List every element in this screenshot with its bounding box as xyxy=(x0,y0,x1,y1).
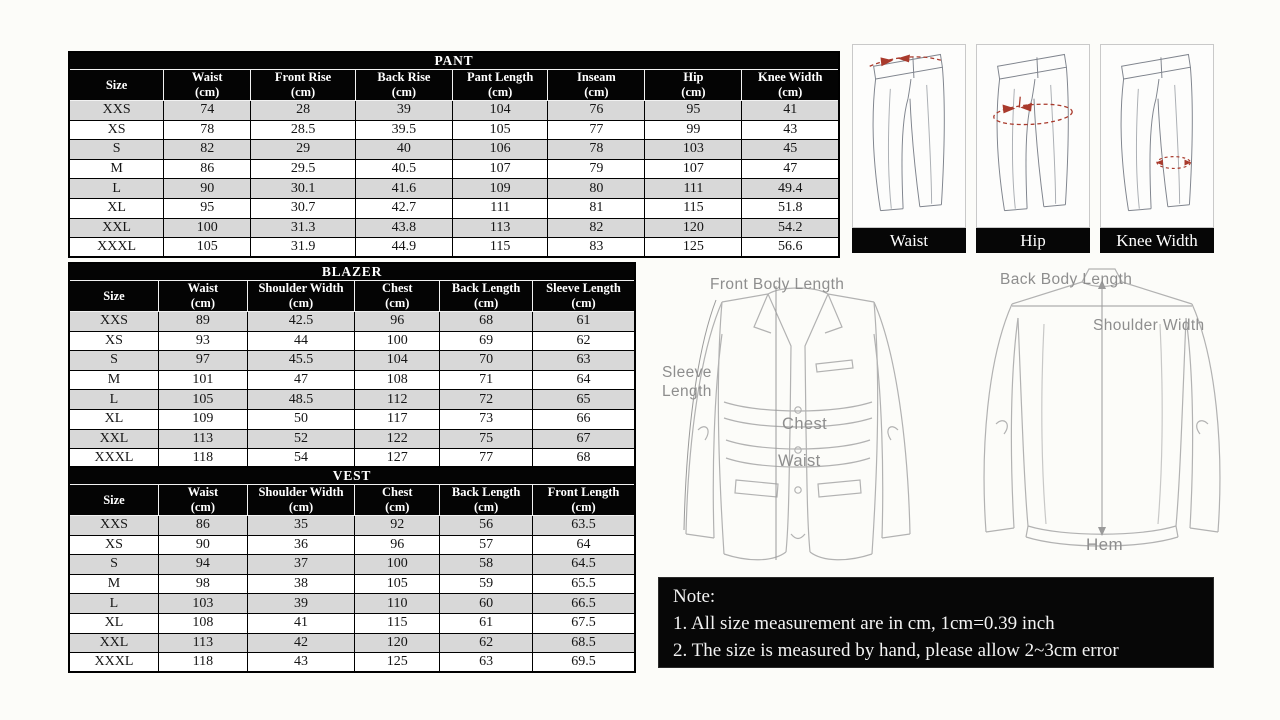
size-cell: XXXL xyxy=(69,238,164,258)
table-row xyxy=(69,370,635,390)
value-cell: 103 xyxy=(158,594,247,614)
table-row xyxy=(69,351,635,371)
pant-hip-diagram xyxy=(976,44,1090,253)
back-body-length-label: Back Body Length xyxy=(1000,271,1133,288)
value-cell: 105 xyxy=(452,120,547,140)
value-cell: 82 xyxy=(548,218,645,238)
value-cell: 81 xyxy=(548,198,645,218)
column-header: Front Rise (cm) xyxy=(251,70,356,101)
sleeve-length-label: Sleeve Length xyxy=(662,364,712,401)
value-cell: 79 xyxy=(548,159,645,179)
value-cell: 103 xyxy=(645,140,742,160)
value-cell: 28 xyxy=(251,101,356,121)
value-cell: 70 xyxy=(440,351,533,371)
size-cell: XXL xyxy=(69,429,158,449)
waist-label: Waist xyxy=(778,452,821,470)
front-body-length-label: Front Body Length xyxy=(710,276,845,293)
value-cell: 47 xyxy=(742,159,839,179)
value-cell: 38 xyxy=(247,574,355,594)
value-cell: 82 xyxy=(164,140,251,160)
value-cell: 41 xyxy=(742,101,839,121)
value-cell: 36 xyxy=(247,535,355,555)
table-row xyxy=(69,516,635,536)
value-cell: 51.8 xyxy=(742,198,839,218)
column-header: Sleeve Length (cm) xyxy=(533,281,635,312)
pant-size-table xyxy=(68,51,840,258)
vest-size-table xyxy=(68,466,636,673)
table-row xyxy=(69,613,635,633)
blazer-front-diagram xyxy=(648,272,948,572)
value-cell: 89 xyxy=(158,312,247,332)
value-cell: 105 xyxy=(158,390,247,410)
value-cell: 75 xyxy=(440,429,533,449)
value-cell: 120 xyxy=(355,633,440,653)
value-cell: 104 xyxy=(355,351,440,371)
value-cell: 39 xyxy=(355,101,452,121)
pant-waist-sketch xyxy=(852,44,966,228)
pant-diagram-label: Hip xyxy=(976,228,1090,253)
value-cell: 125 xyxy=(355,653,440,673)
size-cell: L xyxy=(69,179,164,199)
value-cell: 74 xyxy=(164,101,251,121)
value-cell: 117 xyxy=(355,409,440,429)
size-cell: XS xyxy=(69,331,158,351)
column-header: Knee Width (cm) xyxy=(742,70,839,101)
value-cell: 95 xyxy=(645,101,742,121)
value-cell: 44 xyxy=(247,331,355,351)
pant-sketch-icon xyxy=(1101,45,1213,227)
table-title: VEST xyxy=(69,467,635,485)
column-header: Front Length (cm) xyxy=(533,485,635,516)
value-cell: 42.5 xyxy=(247,312,355,332)
value-cell: 48.5 xyxy=(247,390,355,410)
value-cell: 92 xyxy=(355,516,440,536)
table-row xyxy=(69,594,635,614)
value-cell: 90 xyxy=(164,179,251,199)
value-cell: 77 xyxy=(548,120,645,140)
value-cell: 122 xyxy=(355,429,440,449)
pant-sketch-icon xyxy=(853,45,965,227)
column-header: Chest (cm) xyxy=(355,281,440,312)
size-cell: XS xyxy=(69,120,164,140)
value-cell: 96 xyxy=(355,312,440,332)
size-cell: S xyxy=(69,140,164,160)
value-cell: 65 xyxy=(533,390,635,410)
pant-sketch-icon xyxy=(977,45,1089,227)
note-line-1: 1. All size measurement are in cm, 1cm=0.39 inch xyxy=(673,613,1055,634)
note-box xyxy=(658,577,1214,668)
value-cell: 115 xyxy=(452,238,547,258)
hem-label: Hem xyxy=(1086,535,1124,554)
table-row xyxy=(69,198,839,218)
column-header: Pant Length (cm) xyxy=(452,70,547,101)
value-cell: 30.7 xyxy=(251,198,356,218)
value-cell: 44.9 xyxy=(355,238,452,258)
value-cell: 80 xyxy=(548,179,645,199)
value-cell: 67.5 xyxy=(533,613,635,633)
column-header: Shoulder Width (cm) xyxy=(247,485,355,516)
value-cell: 29.5 xyxy=(251,159,356,179)
value-cell: 43 xyxy=(742,120,839,140)
value-cell: 83 xyxy=(548,238,645,258)
blazer-back-sketch-icon xyxy=(946,266,1258,572)
pant-hip-sketch xyxy=(976,44,1090,228)
value-cell: 76 xyxy=(548,101,645,121)
column-header: Size xyxy=(69,281,158,312)
size-cell: XXXL xyxy=(69,449,158,469)
shoulder-width-label: Shoulder Width xyxy=(1093,317,1205,334)
value-cell: 107 xyxy=(645,159,742,179)
column-header: Chest (cm) xyxy=(355,485,440,516)
value-cell: 120 xyxy=(645,218,742,238)
value-cell: 96 xyxy=(355,535,440,555)
value-cell: 113 xyxy=(158,429,247,449)
value-cell: 28.5 xyxy=(251,120,356,140)
value-cell: 109 xyxy=(158,409,247,429)
value-cell: 45.5 xyxy=(247,351,355,371)
table-row xyxy=(69,653,635,673)
column-header: Waist (cm) xyxy=(164,70,251,101)
value-cell: 111 xyxy=(452,198,547,218)
size-cell: M xyxy=(69,159,164,179)
value-cell: 93 xyxy=(158,331,247,351)
table-row xyxy=(69,633,635,653)
size-cell: XXL xyxy=(69,218,164,238)
value-cell: 41 xyxy=(247,613,355,633)
value-cell: 45 xyxy=(742,140,839,160)
value-cell: 61 xyxy=(440,613,533,633)
value-cell: 108 xyxy=(355,370,440,390)
table-title: BLAZER xyxy=(69,263,635,281)
column-header: Waist (cm) xyxy=(158,485,247,516)
pant-diagram-label: Knee Width xyxy=(1100,228,1214,253)
value-cell: 50 xyxy=(247,409,355,429)
pant-knee-width-diagram xyxy=(1100,44,1214,253)
column-header: Back Rise (cm) xyxy=(355,70,452,101)
value-cell: 94 xyxy=(158,555,247,575)
value-cell: 97 xyxy=(158,351,247,371)
table-row xyxy=(69,238,839,258)
value-cell: 69.5 xyxy=(533,653,635,673)
column-header: Shoulder Width (cm) xyxy=(247,281,355,312)
value-cell: 100 xyxy=(164,218,251,238)
column-header: Hip (cm) xyxy=(645,70,742,101)
value-cell: 90 xyxy=(158,535,247,555)
table-row xyxy=(69,179,839,199)
value-cell: 56 xyxy=(440,516,533,536)
table-row xyxy=(69,390,635,410)
value-cell: 40 xyxy=(355,140,452,160)
vest-table-grid xyxy=(68,466,636,673)
value-cell: 95 xyxy=(164,198,251,218)
table-row xyxy=(69,218,839,238)
value-cell: 54 xyxy=(247,449,355,469)
value-cell: 65.5 xyxy=(533,574,635,594)
value-cell: 115 xyxy=(645,198,742,218)
pant-waist-diagram xyxy=(852,44,966,253)
size-cell: XXXL xyxy=(69,653,158,673)
value-cell: 40.5 xyxy=(355,159,452,179)
value-cell: 106 xyxy=(452,140,547,160)
column-header: Back Length (cm) xyxy=(440,485,533,516)
value-cell: 112 xyxy=(355,390,440,410)
value-cell: 64 xyxy=(533,370,635,390)
pant-table-grid xyxy=(68,51,840,258)
value-cell: 68 xyxy=(440,312,533,332)
value-cell: 43.8 xyxy=(355,218,452,238)
value-cell: 110 xyxy=(355,594,440,614)
pant-diagram-label: Waist xyxy=(852,228,966,253)
pant-knee-sketch xyxy=(1100,44,1214,228)
value-cell: 108 xyxy=(158,613,247,633)
value-cell: 39 xyxy=(247,594,355,614)
value-cell: 56.6 xyxy=(742,238,839,258)
value-cell: 42.7 xyxy=(355,198,452,218)
value-cell: 49.4 xyxy=(742,179,839,199)
size-cell: XXS xyxy=(69,101,164,121)
value-cell: 64.5 xyxy=(533,555,635,575)
column-header: Size xyxy=(69,70,164,101)
value-cell: 99 xyxy=(645,120,742,140)
value-cell: 118 xyxy=(158,653,247,673)
value-cell: 71 xyxy=(440,370,533,390)
value-cell: 78 xyxy=(548,140,645,160)
size-cell: XL xyxy=(69,409,158,429)
size-cell: L xyxy=(69,390,158,410)
value-cell: 61 xyxy=(533,312,635,332)
value-cell: 72 xyxy=(440,390,533,410)
size-cell: XXS xyxy=(69,516,158,536)
size-cell: XL xyxy=(69,613,158,633)
value-cell: 118 xyxy=(158,449,247,469)
value-cell: 100 xyxy=(355,555,440,575)
value-cell: 57 xyxy=(440,535,533,555)
table-row xyxy=(69,555,635,575)
value-cell: 115 xyxy=(355,613,440,633)
size-cell: XXS xyxy=(69,312,158,332)
table-row xyxy=(69,409,635,429)
column-header: Size xyxy=(69,485,158,516)
value-cell: 54.2 xyxy=(742,218,839,238)
value-cell: 68 xyxy=(533,449,635,469)
value-cell: 37 xyxy=(247,555,355,575)
value-cell: 30.1 xyxy=(251,179,356,199)
value-cell: 86 xyxy=(164,159,251,179)
value-cell: 125 xyxy=(645,238,742,258)
blazer-size-table xyxy=(68,262,636,469)
value-cell: 35 xyxy=(247,516,355,536)
value-cell: 105 xyxy=(164,238,251,258)
value-cell: 59 xyxy=(440,574,533,594)
value-cell: 98 xyxy=(158,574,247,594)
table-row xyxy=(69,312,635,332)
pant-measurement-diagrams xyxy=(852,44,1214,253)
value-cell: 73 xyxy=(440,409,533,429)
table-row xyxy=(69,574,635,594)
value-cell: 127 xyxy=(355,449,440,469)
size-cell: XS xyxy=(69,535,158,555)
value-cell: 41.6 xyxy=(355,179,452,199)
value-cell: 52 xyxy=(247,429,355,449)
value-cell: 78 xyxy=(164,120,251,140)
value-cell: 101 xyxy=(158,370,247,390)
note-title: Note: xyxy=(673,586,716,607)
table-row xyxy=(69,101,839,121)
value-cell: 68.5 xyxy=(533,633,635,653)
table-row xyxy=(69,140,839,160)
size-cell: XXL xyxy=(69,633,158,653)
value-cell: 111 xyxy=(645,179,742,199)
value-cell: 62 xyxy=(440,633,533,653)
value-cell: 58 xyxy=(440,555,533,575)
table-row xyxy=(69,535,635,555)
table-row xyxy=(69,159,839,179)
value-cell: 105 xyxy=(355,574,440,594)
value-cell: 77 xyxy=(440,449,533,469)
table-row xyxy=(69,331,635,351)
value-cell: 100 xyxy=(355,331,440,351)
table-row xyxy=(69,120,839,140)
column-header: Back Length (cm) xyxy=(440,281,533,312)
size-cell: XL xyxy=(69,198,164,218)
value-cell: 66 xyxy=(533,409,635,429)
value-cell: 86 xyxy=(158,516,247,536)
value-cell: 63.5 xyxy=(533,516,635,536)
value-cell: 113 xyxy=(158,633,247,653)
value-cell: 39.5 xyxy=(355,120,452,140)
size-cell: S xyxy=(69,351,158,371)
value-cell: 107 xyxy=(452,159,547,179)
value-cell: 47 xyxy=(247,370,355,390)
size-cell: M xyxy=(69,574,158,594)
value-cell: 62 xyxy=(533,331,635,351)
value-cell: 64 xyxy=(533,535,635,555)
value-cell: 31.3 xyxy=(251,218,356,238)
note-line-2: 2. The size is measured by hand, please allow 2~3cm error xyxy=(673,640,1119,661)
table-row xyxy=(69,429,635,449)
value-cell: 63 xyxy=(533,351,635,371)
value-cell: 42 xyxy=(247,633,355,653)
chest-label: Chest xyxy=(782,415,828,433)
value-cell: 31.9 xyxy=(251,238,356,258)
value-cell: 113 xyxy=(452,218,547,238)
value-cell: 104 xyxy=(452,101,547,121)
table-title: PANT xyxy=(69,52,839,70)
column-header: Inseam (cm) xyxy=(548,70,645,101)
value-cell: 43 xyxy=(247,653,355,673)
value-cell: 60 xyxy=(440,594,533,614)
value-cell: 63 xyxy=(440,653,533,673)
column-header: Waist (cm) xyxy=(158,281,247,312)
value-cell: 69 xyxy=(440,331,533,351)
value-cell: 66.5 xyxy=(533,594,635,614)
size-cell: M xyxy=(69,370,158,390)
blazer-back-diagram xyxy=(946,266,1258,572)
size-cell: L xyxy=(69,594,158,614)
size-cell: S xyxy=(69,555,158,575)
value-cell: 109 xyxy=(452,179,547,199)
blazer-table-grid xyxy=(68,262,636,469)
value-cell: 29 xyxy=(251,140,356,160)
value-cell: 67 xyxy=(533,429,635,449)
